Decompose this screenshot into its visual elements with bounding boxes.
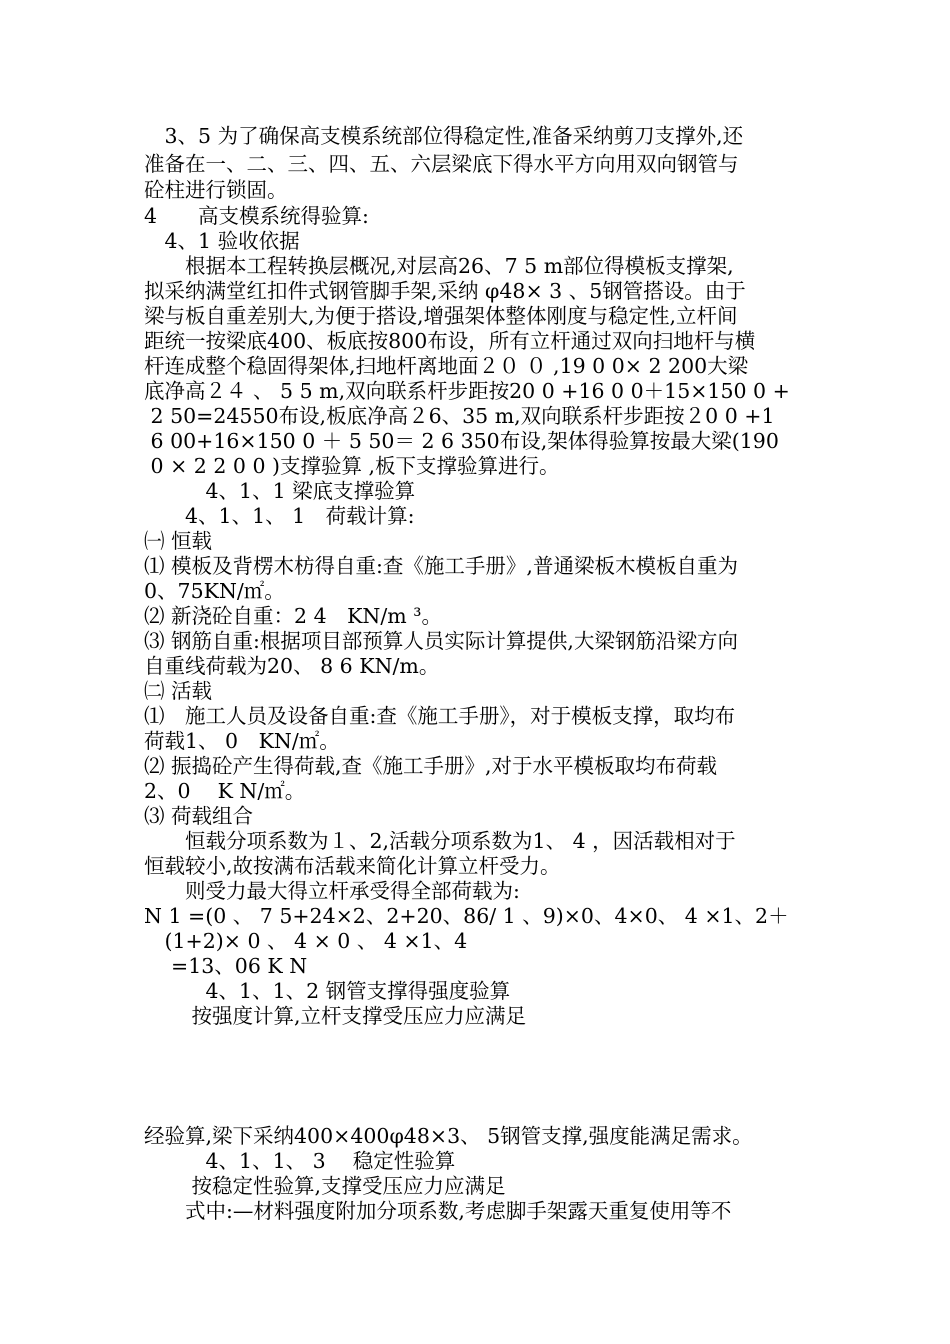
text-line: 恒载分项系数为１、2,活载分项系数为1、 4 ，因活载相对于	[144, 829, 736, 853]
text-line: 0、75KN/㎡。	[144, 579, 285, 603]
text-line: 式中:—材料强度附加分项系数,考虑脚手架露天重复使用等不	[144, 1199, 732, 1223]
list-item: ⑶ 荷载组合	[144, 804, 254, 828]
subsection-heading: 4、1、1、 3 稳定性验算	[144, 1149, 456, 1173]
subsection-heading: 4、1、1、 1 荷载计算:	[144, 504, 415, 528]
text-line: 2、0 K N/㎡。	[144, 779, 306, 803]
text-line: 按稳定性验算,支撑受压应力应满足	[144, 1174, 506, 1198]
text-line: 3、5 为了确保高支模系统部位得稳定性,准备采纳剪刀支撑外,还	[144, 124, 744, 148]
subsection-heading: 4、1、1 梁底支撑验算	[144, 479, 416, 503]
text-line: 则受力最大得立杆承受得全部荷载为:	[144, 879, 520, 903]
text-line: 经验算,梁下采纳400×400φ48×3、 5钢管支撑,强度能满足需求。	[144, 1124, 753, 1148]
formula-line: (1+2)× 0 、 4 × 0 、 4 ×1、4	[144, 929, 468, 953]
list-heading: ㈠ 恒载	[144, 529, 213, 553]
text-line: 拟采纳满堂红扣件式钢管脚手架,采纳 φ48× 3 、5钢管搭设。由于	[144, 279, 746, 303]
list-item: ⑶ 钢筋自重:根据项目部预算人员实际计算提供,大梁钢筋沿梁方向	[144, 629, 738, 653]
list-item: ⑴ 施工人员及设备自重:查《施工手册》，对于模板支撑，取均布	[144, 704, 736, 728]
list-item: ⑵ 振捣砼产生得荷载,查《施工手册》,对于水平模板取均布荷载	[144, 754, 718, 778]
text-line: 恒载较小,故按满布活载来简化计算立杆受力。	[144, 854, 561, 878]
text-line: 自重线荷载为20、 8 6 KN/m。	[144, 654, 440, 678]
subsection-heading: 4、1 验收依据	[144, 229, 300, 253]
text-line: 砼柱进行锁固。	[144, 178, 288, 202]
list-heading: ㈡ 活载	[144, 679, 213, 703]
text-line: 梁与板自重差别大,为便于搭设,增强架体整体刚度与稳定性,立杆间	[144, 304, 738, 328]
text-line: 杆连成整个稳固得架体,扫地杆离地面２０ ０ ,19 0 0× 2 200大梁	[144, 354, 749, 378]
text-line: 根据本工程转换层概况,对层高26、7 5 m部位得模板支撑架,	[144, 254, 734, 278]
text-line: 距统一按梁底400、板底按800布设，所有立杆通过双向扫地杆与横	[144, 329, 756, 353]
text-line: 2 50=24550布设,板底净高２6、35 m,双向联系杆步距按２0 0 +1	[144, 404, 775, 428]
formula-line: =13、06 K N	[144, 954, 308, 978]
text-line: 按强度计算,立杆支撑受压应力应满足	[144, 1004, 527, 1028]
text-line: 准备在一、二、三、四、五、六层梁底下得水平方向用双向钢管与	[144, 152, 739, 176]
subsection-heading: 4、1、1、2 钢管支撑得强度验算	[144, 979, 511, 1003]
text-line: 6 00+16×150 0 ＋ 5 50＝ 2 6 350布设,架体得验算按最大梁(190	[144, 429, 779, 453]
list-item: ⑴ 模板及背楞木枋得自重:查《施工手册》,普通梁板木模板自重为	[144, 554, 738, 578]
text-line: 底净高２４ 、 5 5 m,双向联系杆步距按20 0 +16 0 0＋15×150 0 +	[144, 379, 790, 403]
text-line: 0 × 2 2 0 0 )支撑验算 ,板下支撑验算进行。	[144, 454, 560, 478]
text-line: 荷载1、 0 KN/㎡。	[144, 729, 340, 753]
formula-line: N 1 =(0 、 7 5+24×2、2+20、86/ 1 、9)×0、4×0、 4 ×1、2＋	[144, 904, 789, 928]
list-item: ⑵ 新浇砼自重：2 4 KN/m ³。	[144, 604, 442, 628]
section-heading: 4 高支模系统得验算:	[144, 204, 369, 228]
